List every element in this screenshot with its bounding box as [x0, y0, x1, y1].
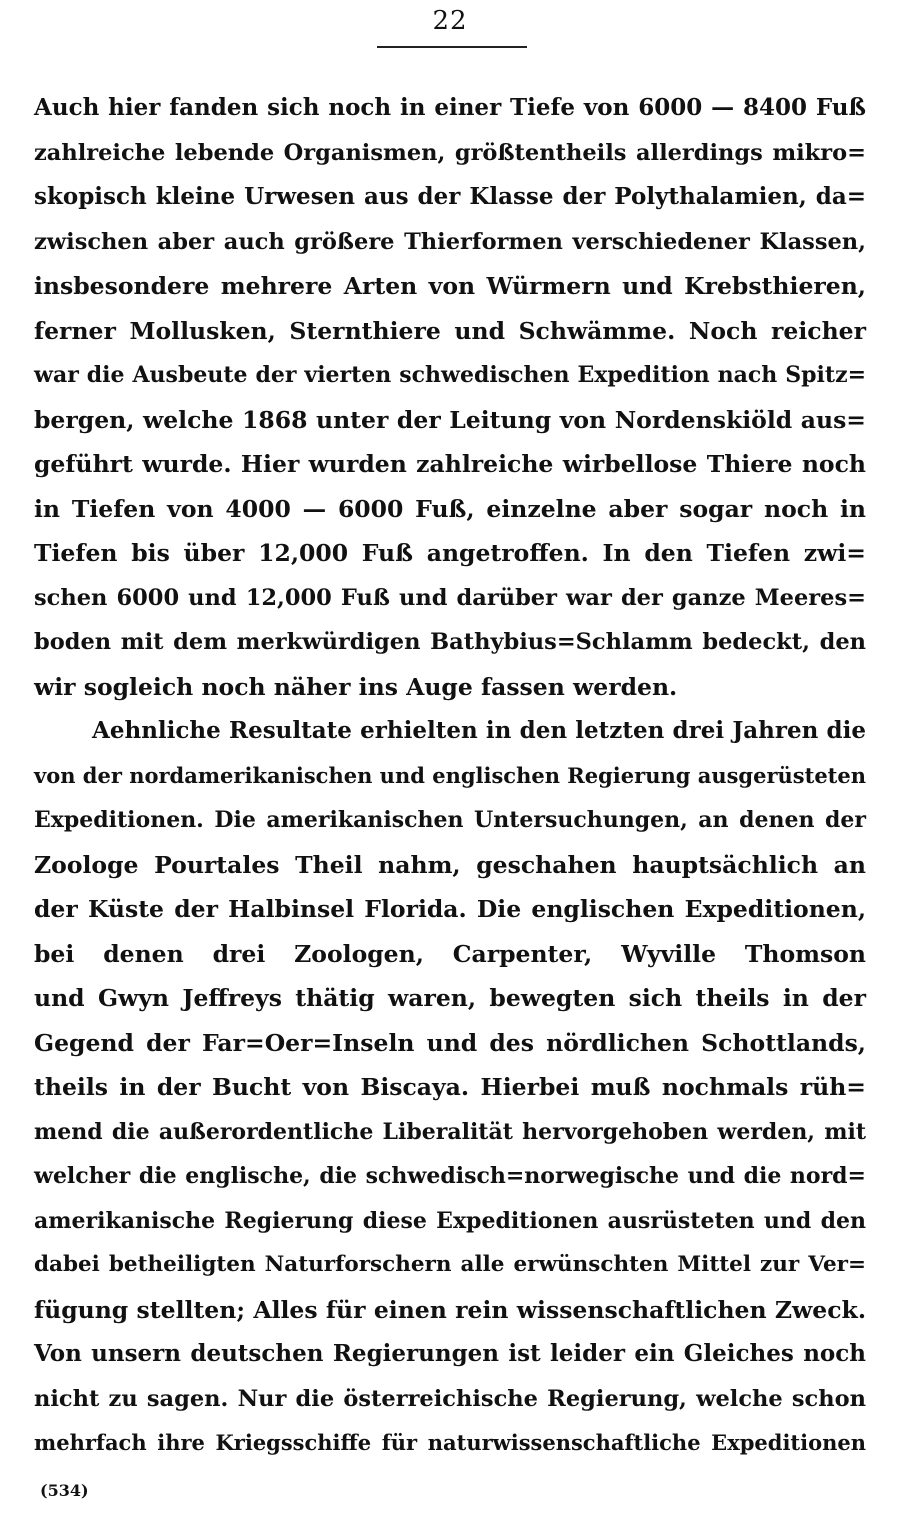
body-text	[34, 86, 866, 1466]
text-line: mend die außerordentliche Liberalität hervorgehoben werden, mit	[34, 1118, 866, 1145]
text-line: von der nordamerikanischen und englischen Regierung ausgerüsteten	[34, 762, 867, 788]
text-line: Zoologe Pourtales Theil nahm, geschahen hauptsächlich an	[34, 850, 866, 879]
paragraph-1	[34, 86, 866, 709]
paragraph-2	[34, 709, 866, 1466]
text-line: zwischen aber auch größere Thierformen verschiedener Klassen,	[34, 228, 866, 255]
text-line: Gegend der Far=Oer=Inseln und des nördlichen Schottlands,	[34, 1028, 866, 1057]
page-number: 22	[432, 6, 468, 36]
text-line: Auch hier fanden sich noch in einer Tiefe von 6000 — 8400 Fuß	[34, 94, 866, 121]
text-line: wir sogleich noch näher ins Auge fassen werden.	[34, 672, 678, 701]
text-line: theils in der Bucht von Biscaya. Hierbei muß nochmals rüh=	[34, 1073, 866, 1101]
text-line: geführt wurde. Hier wurden zahlreiche wirbellose Thiere noch	[34, 450, 866, 478]
text-line: welcher die englische, die schwedisch=norwegische und die nord=	[34, 1163, 866, 1189]
signature-mark: (534)	[40, 1481, 89, 1500]
text-line: Aehnliche Resultate erhielten in den letzten drei Jahren die	[92, 717, 866, 744]
header-rule	[377, 46, 527, 48]
text-line: schen 6000 und 12,000 Fuß und darüber war der ganze Meeres=	[34, 584, 866, 611]
text-line: Tiefen bis über 12,000 Fuß angetroffen. In den Tiefen zwi=	[34, 539, 866, 567]
text-line: und Gwyn Jeffreys thätig waren, bewegten sich theils in der	[34, 984, 866, 1012]
text-line: bergen, welche 1868 unter der Leitung von Nordenskiöld aus=	[34, 405, 866, 434]
text-line: in Tiefen von 4000 — 6000 Fuß, einzelne aber sogar noch in	[34, 494, 866, 523]
text-line: zahlreiche lebende Organismen, größtentheils allerdings mikro=	[34, 139, 866, 166]
text-line: war die Ausbeute der vierten schwedischen Expedition nach Spitz=	[34, 362, 866, 388]
text-line: boden mit dem merkwürdigen Bathybius=Schlamm bedeckt, den	[34, 629, 866, 655]
text-line: fügung stellten; Alles für einen rein wissenschaftlichen Zweck.	[34, 1295, 866, 1324]
text-line: bei denen drei Zoologen, Carpenter, Wyville Thomson	[34, 939, 866, 968]
text-line: amerikanische Regierung diese Expeditionen ausrüsteten und den	[34, 1207, 866, 1234]
text-line: Expeditionen. Die amerikanischen Untersuchungen, an denen der	[34, 807, 866, 833]
text-line: der Küste der Halbinsel Florida. Die englischen Expeditionen,	[34, 895, 866, 923]
text-line: mehrfach ihre Kriegsschiffe für naturwissenschaftliche Expeditionen	[34, 1430, 866, 1455]
text-line: ferner Mollusken, Sternthiere und Schwämme. Noch reicher	[34, 316, 866, 345]
text-line: nicht zu sagen. Nur die österreichische Regierung, welche schon	[34, 1385, 866, 1412]
text-line: Von unsern deutschen Regierungen ist leider ein Gleiches noch	[34, 1340, 866, 1367]
text-line: skopisch kleine Urwesen aus der Klasse der Polythalamien, da=	[34, 183, 866, 210]
text-line: dabei betheiligten Naturforschern alle erwünschten Mittel zur Ver=	[34, 1252, 866, 1277]
text-line: insbesondere mehrere Arten von Würmern und Krebsthieren,	[34, 272, 866, 300]
